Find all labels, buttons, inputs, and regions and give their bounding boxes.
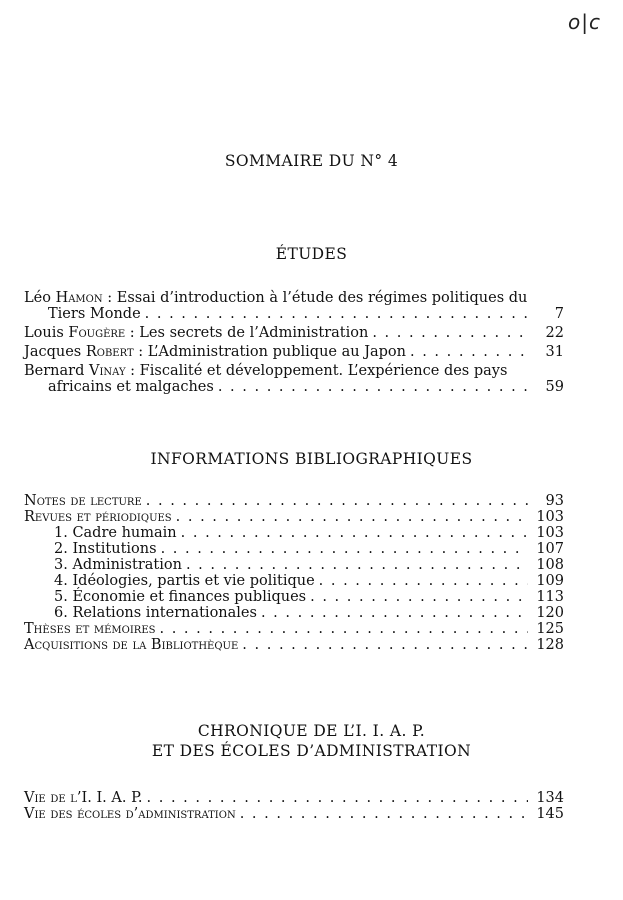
page-number: 107 [536, 541, 564, 557]
toc-subentry: 6. Relations internationales . . . 120 [24, 605, 564, 621]
toc-subentry: 2. Institutions . . . 107 [24, 541, 564, 557]
leader-dots [142, 493, 528, 509]
author-name: Vinay [88, 363, 126, 379]
toc-subentry: 3. Administration . . . 108 [24, 557, 564, 573]
entry-title: Jacques Robert : L’Administration publique au Japon [24, 344, 406, 360]
page-number: 145 [536, 806, 564, 822]
toc-entry [24, 790, 564, 806]
leader-dots [368, 325, 528, 341]
leader-dots [238, 637, 528, 653]
entry-title: Thèses et mémoires [24, 621, 156, 637]
entry-title: Louis Fougère : Les secrets de l’Administration [24, 325, 369, 341]
leader-dots [182, 557, 528, 573]
page-number: 31 [545, 344, 564, 360]
page-title: SOMMAIRE DU N° 4 [224, 152, 399, 170]
toc-entry [24, 325, 564, 341]
leader-dots [177, 525, 528, 541]
etudes-list [24, 290, 564, 398]
leader-dots [236, 806, 528, 822]
leader-dots [306, 589, 528, 605]
page-number: 22 [545, 325, 564, 341]
page-number: 125 [536, 621, 564, 637]
page-number: 113 [536, 589, 564, 605]
leader-dots [406, 344, 528, 360]
page-number: 108 [536, 557, 564, 573]
toc-subentry: 4. Idéologies, partis et vie politique . . . 109 [24, 573, 564, 589]
toc-entry: Léo Hamon : Essai d’introduction à l’étude des régimes politiques du Tiers Monde . . . 7 [24, 290, 564, 322]
toc-entry [24, 637, 564, 653]
page-number: 134 [536, 790, 564, 806]
page-number: 103 [536, 509, 564, 525]
entry-title: Vie de l’I. I. A. P. [24, 790, 143, 806]
toc-entry [24, 509, 564, 525]
page-number: 7 [554, 306, 564, 322]
entry-title: Vie des écoles d’administration [24, 806, 236, 822]
leader-dots [257, 605, 528, 621]
entry-title: Notes de lecture [24, 493, 142, 509]
page-number: 120 [536, 605, 564, 621]
handwritten-mark: o|c [568, 10, 601, 34]
page-number: 103 [536, 525, 564, 541]
leader-dots [214, 379, 528, 395]
section-heading-biblio: INFORMATIONS BIBLIOGRAPHIQUES [150, 450, 473, 468]
author-name: Robert [85, 344, 134, 360]
chronique-list [24, 790, 564, 822]
author-name: Hamon [55, 290, 103, 306]
toc-entry [24, 806, 564, 822]
toc-subentry: 1. Cadre humain . . . 103 [24, 525, 564, 541]
leader-dots [141, 306, 528, 322]
leader-dots [172, 509, 528, 525]
page-number: 59 [545, 379, 564, 395]
biblio-list [24, 493, 564, 653]
section-heading-etudes: ÉTUDES [275, 245, 348, 263]
toc-entry [24, 493, 564, 509]
toc-entry: Bernard Vinay : Fiscalité et développement. L’expérience des pays africains et malgaches . . . 59 [24, 363, 564, 395]
toc-entry [24, 621, 564, 637]
leader-dots [156, 621, 529, 637]
leader-dots [143, 790, 528, 806]
toc-subentry: 5. Économie et finances publiques . . . 113 [24, 589, 564, 605]
entry-title: Acquisitions de la Bibliothèque [24, 637, 239, 653]
author-name: Fougère [68, 325, 126, 341]
entry-title: Bernard Vinay : Fiscalité et développement. L’expérience des pays [24, 363, 508, 379]
page-number: 109 [536, 573, 564, 589]
entry-title: Léo Hamon : Essai d’introduction à l’étude des régimes politiques du [24, 290, 528, 306]
page-number: 93 [545, 493, 564, 509]
section-heading-chronique: CHRONIQUE DE L’I. I. A. P. [197, 722, 426, 740]
leader-dots [315, 573, 528, 589]
leader-dots [157, 541, 528, 557]
toc-entry [24, 344, 564, 360]
section-heading-chronique-line2: ET DES ÉCOLES D’ADMINISTRATION [151, 742, 472, 760]
page-number: 128 [536, 637, 564, 653]
entry-title: Revues et périodiques [24, 509, 172, 525]
